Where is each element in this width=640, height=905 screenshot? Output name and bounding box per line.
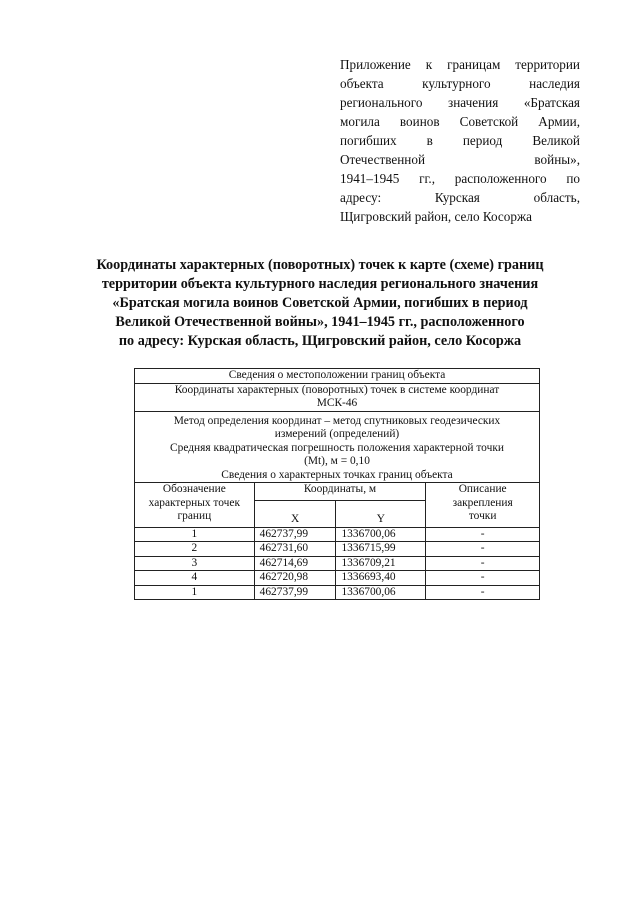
heading-line: «Братская могила воинов Советской Армии, погибших в период [112,295,528,311]
point-id: 1 [135,527,255,542]
appendix-line: Отечественной войны», [340,152,580,167]
table-row [135,571,540,586]
designation-header-line: Обозначение [162,483,226,495]
method-row [135,411,540,483]
x-value: 462731,60 [254,542,336,557]
heading-line: Координаты характерных (поворотных) точек к карте (схеме) границ [96,257,544,273]
x-header: X [254,501,336,528]
heading-line: Великой Отечественной войны», 1941–1945 гг., расположенного [115,314,525,330]
description-value: - [426,585,540,600]
coordinates-header: Координаты, м [254,483,426,501]
point-id: 4 [135,571,255,586]
y-value: 1336715,99 [336,542,426,557]
appendix-line: объекта культурного наследия [340,76,580,91]
designation-header [135,483,255,528]
coordinate-system-cell [135,383,540,411]
y-value: 1336709,21 [336,556,426,571]
coordinates-table [134,368,540,600]
x-value: 462737,99 [254,527,336,542]
x-value: 462720,98 [254,571,336,586]
x-value: 462714,69 [254,556,336,571]
appendix-line: адресу: Курская область, [340,190,580,205]
method-text: Метод определения координат – метод спутниковых геодезических [173,414,501,427]
location-title: Сведения о местоположении границ объекта [135,369,540,384]
appendix-line: Приложение к границам территории [340,57,580,72]
table-row [135,542,540,557]
y-value: 1336693,40 [336,571,426,586]
description-value: - [426,556,540,571]
method-text: измерений (определений) [274,428,400,440]
coordinate-system-name: МСК-46 [316,397,358,409]
accuracy-value: (Mt), м = 0,10 [304,455,370,467]
appendix-line: регионального значения «Братская [340,95,580,110]
accuracy-text: Средняя квадратическая погрешность положения характерной точки [170,441,504,454]
x-value: 462737,99 [254,585,336,600]
designation-header-line: границ [177,510,212,522]
point-id: 1 [135,585,255,600]
description-header-line: закрепления [452,496,513,509]
header-row [135,483,540,501]
heading-line: по адресу: Курская область, Щигровский район, село Косоржа [118,333,522,349]
designation-header-line: характерных точек [148,496,240,509]
point-id: 2 [135,542,255,557]
coordinate-system-text: Координаты характерных (поворотных) точек в системе координат [174,383,500,396]
system-row [135,383,540,411]
description-value: - [426,542,540,557]
appendix-line: могила воинов Советской Армии, [340,114,580,129]
method-cell [135,411,540,483]
description-header [426,483,540,528]
appendix-line: Щигровский район, село Косоржа [340,209,532,224]
points-title: Сведения о характерных точках границ объекта [221,468,453,481]
document-heading [70,256,570,351]
point-id: 3 [135,556,255,571]
y-value: 1336700,06 [336,585,426,600]
table-row [135,527,540,542]
appendix-line: 1941–1945 гг., расположенного по [340,171,580,186]
description-value: - [426,571,540,586]
y-value: 1336700,06 [336,527,426,542]
appendix-line: погибших в период Великой [340,133,580,148]
appendix-note [340,55,580,226]
location-title-row [135,369,540,384]
table-row [135,585,540,600]
description-value: - [426,527,540,542]
table-row [135,556,540,571]
description-header-line: Описание [458,483,507,495]
y-header: Y [336,501,426,528]
description-header-line: точки [468,510,497,522]
heading-line: территории объекта культурного наследия регионального значения [101,276,539,292]
